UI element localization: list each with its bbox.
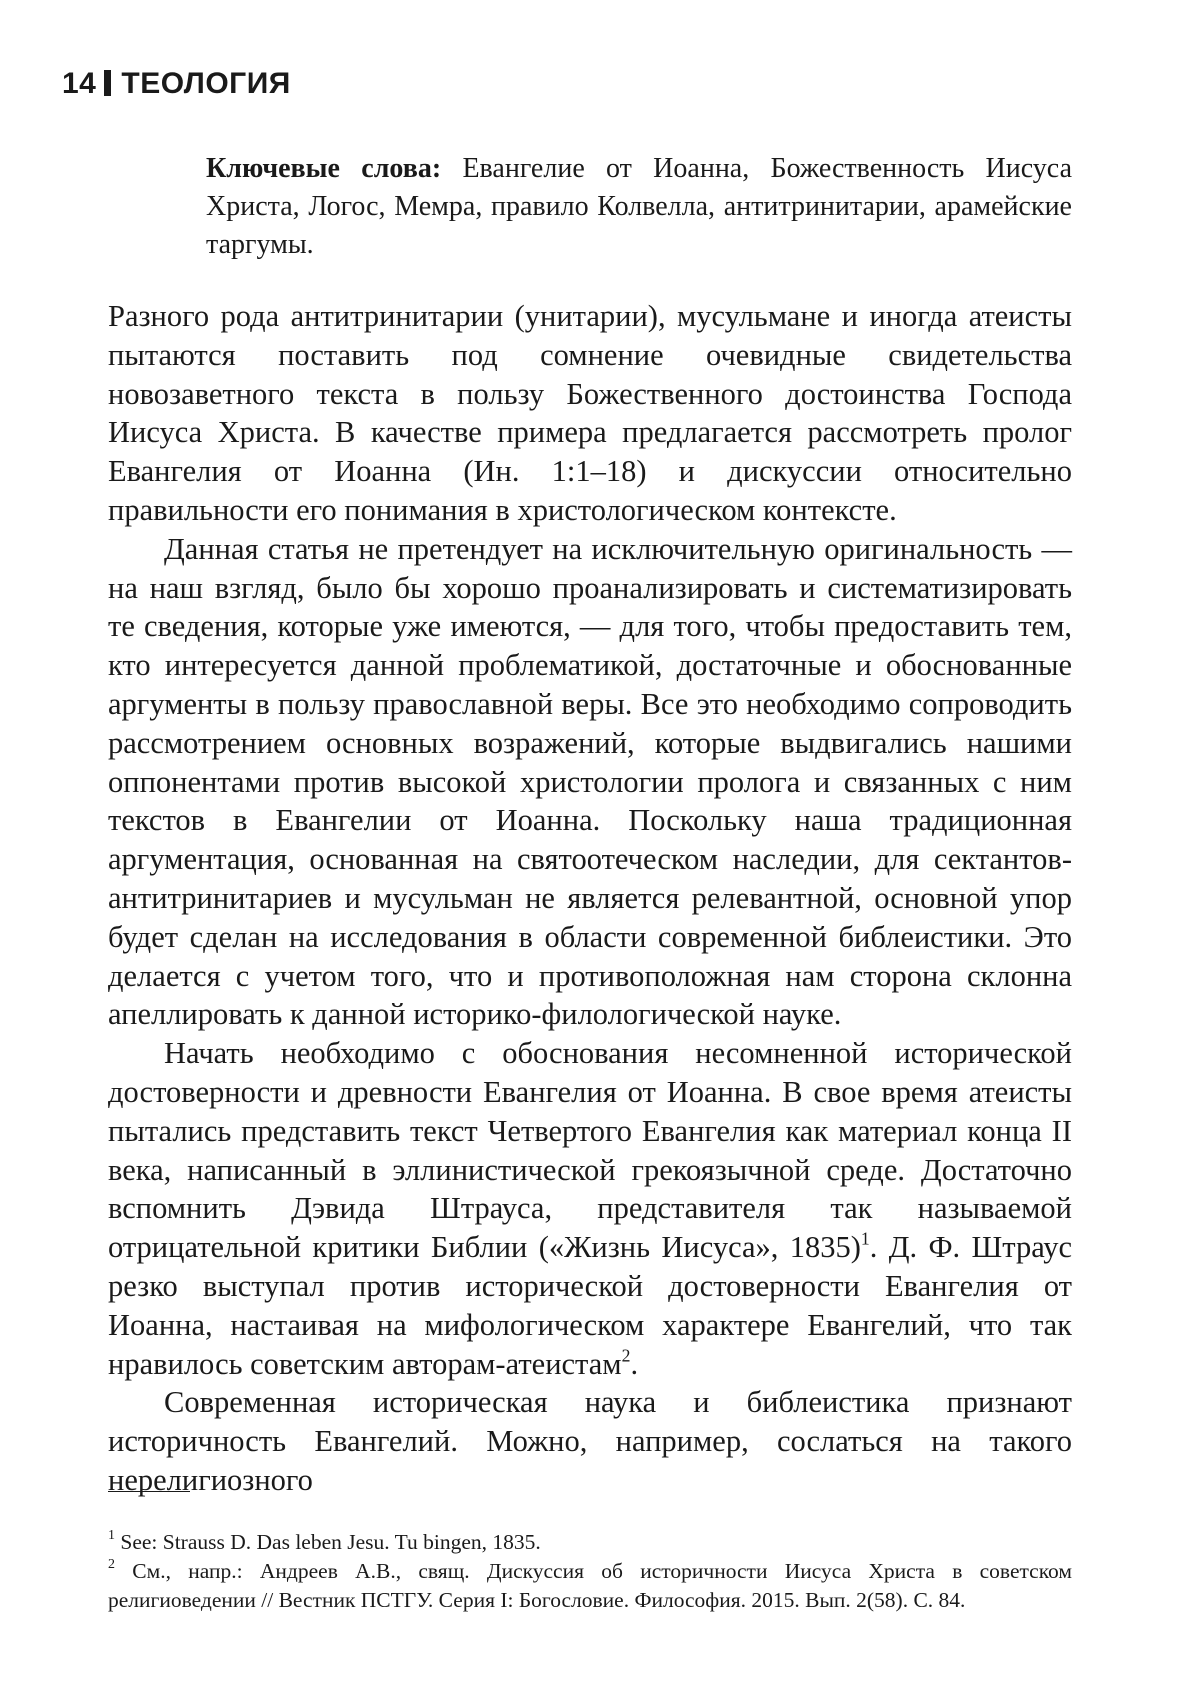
paragraph-4: Современная историческая наука и библеистика признают историчность Евангелий. Можно, например, сослаться на такого нерелигиозного (108, 1385, 1072, 1497)
keywords-block (206, 150, 1072, 264)
footnote-ref-1[interactable]: 1 (860, 1228, 870, 1249)
page-number: 14 (62, 67, 97, 100)
footnote-1-number: 1 (108, 1528, 115, 1544)
paragraph-2: Данная статья не претендует на исключительную оригинальность — на наш взгляд, было бы хорошо проанализировать и систематизировать те сведения, которые уже имеются, — для того, чтобы предоставить тем, кто интересуется данной проблематикой, достаточные и обоснованные аргументы в пользу православной веры. Все это необходимо сопроводить рассмотрением основных возражений, которые выдвигались нашими оппонентами против высокой христологии пролога и связанных с ним текстов в Евангелии от Иоанна. Поскольку наша традиционная аргументация, основанная на святоотеческом наследии, для сектантов-антитринитариев и мусульман не является релевантной, основной упор будет сделан на исследования в области современной библеистики. Это делается с учетом того, что и противоположная нам сторона склонна апеллировать к данной историко-филологической науке. (108, 531, 1072, 1032)
footnote-separator (108, 1491, 190, 1492)
article-body (108, 297, 1072, 1500)
section-title: ТЕОЛОГИЯ (121, 67, 291, 100)
running-header (62, 66, 291, 102)
footnote-2 (108, 1557, 1072, 1615)
footnote-2-text: См., напр.: Андреев А.В., свящ. Дискуссия об историчности Иисуса Христа в советском религиоведении // Вестник ПСТГУ. Серия I: Богословие. Философия. 2015. Вып. 2(58). С. 84. (108, 1559, 1072, 1612)
footnote-2-number: 2 (108, 1557, 115, 1573)
keywords-label: Ключевые слова: (206, 153, 442, 184)
paragraph-3-part-2: . Д. Ф. Штраус резко выступал против исторической достоверности Евангелия от Иоанна, настаивая на мифологическом характере Евангелий, что так нравилось советским авторам-атеистам (108, 1230, 1072, 1381)
footnotes (108, 1528, 1072, 1615)
paragraph-1: Разного рода антитринитарии (унитарии), мусульмане и иногда атеисты пытаются поставить под сомнение очевидные свидетельства новозаветного текста в пользу Божественного достоинства Господа Иисуса Христа. В качестве примера предлагается рассмотреть пролог Евангелия от Иоанна (Ин. 1:1–18) и дискуссии относительно правильности его понимания в христологическом контексте. (108, 299, 1072, 527)
paragraph-3-part-3: . (630, 1346, 639, 1381)
header-divider (104, 70, 111, 96)
footnote-ref-2[interactable]: 2 (621, 1345, 631, 1366)
footnote-1-text: See: Strauss D. Das leben Jesu. Tu bingen, 1835. (114, 1530, 541, 1554)
footnote-1 (108, 1528, 1072, 1557)
keywords-list: Евангелие от Иоанна, Божественность Иисуса Христа, Логос, Мемра, правило Колвелла, антитринитарии, арамейские таргумы. (206, 153, 1072, 260)
paragraph-3 (108, 1034, 1072, 1383)
paragraph-3-part-1: Начать необходимо с обоснования несомненной исторической достоверности и древности Евангелия от Иоанна. В свое время атеисты пытались представить текст Четвертого Евангелия как материал конца II века, написанный в эллинистической грекоязычной среде. Достаточно вспомнить Дэвида Штрауса, представителя так называемой отрицательной критики Библии («Жизнь Иисуса», 1835) (108, 1036, 1072, 1265)
